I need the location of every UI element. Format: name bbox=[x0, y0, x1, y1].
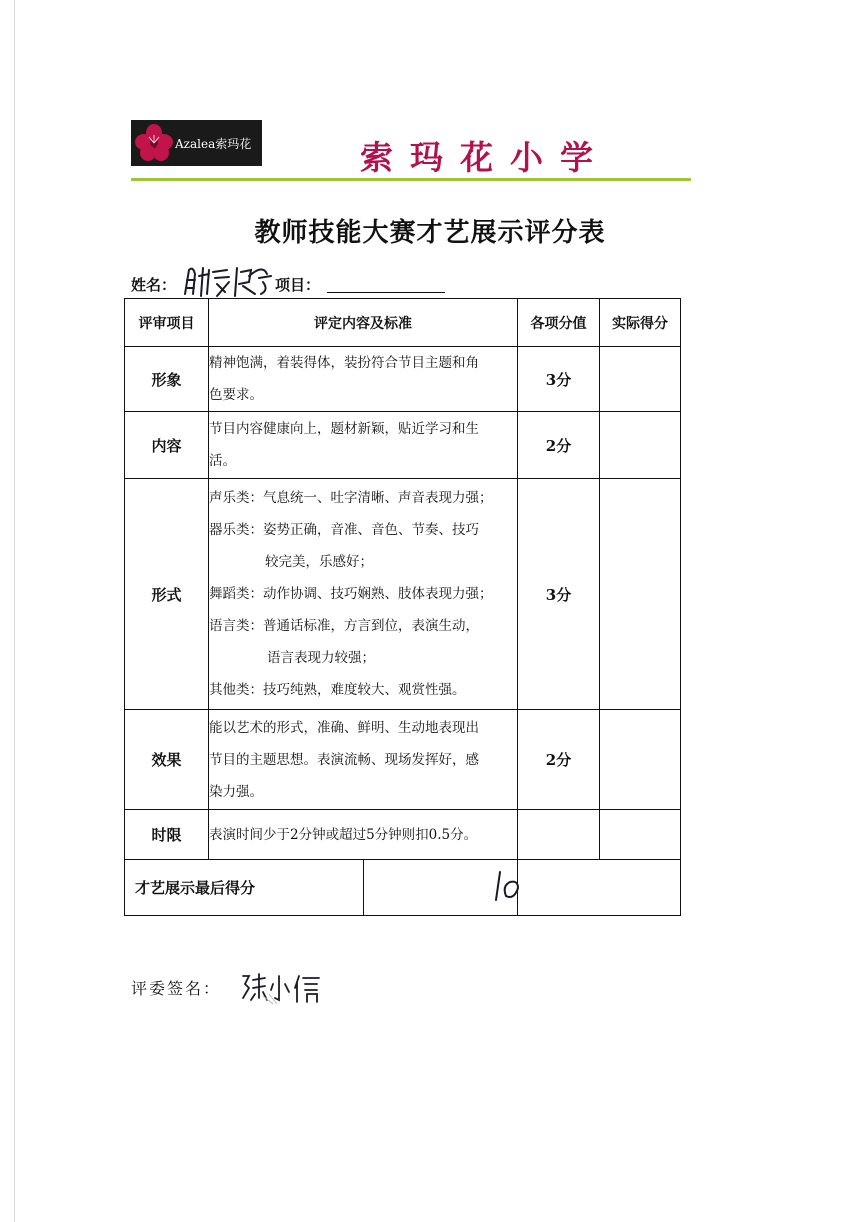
handwritten-name-signature bbox=[179, 264, 289, 298]
criteria-line: 表演时间少于2分钟或超过5分钟则扣0.5分。 bbox=[209, 826, 478, 843]
row-actual-score bbox=[600, 412, 681, 479]
criteria-line: 器乐类：姿势正确，音准、音色、节奏、技巧 bbox=[209, 522, 479, 538]
criteria-line: 染力强。 bbox=[209, 783, 263, 800]
row-criteria bbox=[209, 810, 518, 860]
header-category: 评审项目 bbox=[125, 299, 209, 347]
criteria-line: 声乐类：气息统一、吐字清晰、声音表现力强； bbox=[209, 490, 493, 506]
row-criteria bbox=[209, 347, 518, 412]
row-category: 形象 bbox=[125, 347, 209, 412]
criteria-line: 活。 bbox=[209, 453, 236, 469]
row-points: 2分 bbox=[518, 412, 600, 479]
row-actual-score bbox=[600, 710, 681, 810]
row-points bbox=[518, 810, 600, 860]
table-row bbox=[125, 810, 681, 860]
azalea-flower-icon bbox=[135, 123, 173, 163]
project-field-underline bbox=[327, 292, 445, 293]
school-name: 索玛花小学 bbox=[360, 138, 610, 177]
score-table bbox=[124, 298, 681, 916]
form-title: 教师技能大赛才艺展示评分表 bbox=[254, 218, 606, 248]
row-criteria bbox=[209, 479, 518, 710]
school-logo bbox=[131, 120, 262, 166]
row-category: 时限 bbox=[125, 810, 209, 860]
criteria-line: 较完美，乐感好； bbox=[265, 554, 373, 570]
table-row bbox=[125, 479, 681, 710]
table-row bbox=[125, 710, 681, 810]
row-actual-score bbox=[600, 479, 681, 710]
row-points: 2分 bbox=[518, 710, 600, 810]
table-row bbox=[125, 347, 681, 412]
criteria-line: 节目内容健康向上，题材新颖，贴近学习和生 bbox=[209, 421, 479, 437]
row-actual-score bbox=[600, 347, 681, 412]
judge-handwritten-signature bbox=[239, 970, 329, 1006]
header-points: 各项分值 bbox=[518, 299, 600, 347]
judge-signature-row bbox=[131, 970, 391, 1010]
row-points: 3分 bbox=[518, 347, 600, 412]
criteria-line: 语言表现力较强； bbox=[267, 650, 375, 666]
row-actual-score bbox=[600, 810, 681, 860]
header-criteria: 评定内容及标准 bbox=[209, 299, 518, 347]
row-category: 效果 bbox=[125, 710, 209, 810]
row-category: 内容 bbox=[125, 412, 209, 479]
row-points: 3分 bbox=[518, 479, 600, 710]
row-category: 形式 bbox=[125, 479, 209, 710]
table-row bbox=[125, 412, 681, 479]
handwritten-score-mark bbox=[492, 868, 532, 904]
total-label: 才艺展示最后得分 bbox=[125, 860, 364, 915]
row-criteria bbox=[209, 710, 518, 810]
total-cells bbox=[125, 860, 518, 916]
criteria-line: 其他类：技巧纯熟，难度较大、观赏性强。 bbox=[209, 682, 466, 698]
total-score-handwritten bbox=[364, 860, 517, 915]
name-label: 姓名： bbox=[131, 276, 177, 294]
header-divider bbox=[131, 178, 691, 181]
criteria-line: 精神饱满，着装得体，装扮符合节目主题和角 bbox=[209, 355, 479, 371]
criteria-line: 节目的主题思想。表演流畅、现场发挥好，感 bbox=[209, 751, 479, 768]
criteria-line: 色要求。 bbox=[209, 387, 263, 403]
logo-text: Azalea索玛花 bbox=[175, 136, 252, 151]
total-empty-cell bbox=[518, 860, 681, 916]
header-actual-score: 实际得分 bbox=[600, 299, 681, 347]
judge-label: 评委签名： bbox=[131, 979, 222, 998]
name-project-row bbox=[131, 272, 451, 298]
row-criteria bbox=[209, 412, 518, 479]
total-row bbox=[125, 860, 681, 916]
criteria-line: 舞蹈类：动作协调、技巧娴熟、肢体表现力强； bbox=[209, 586, 493, 602]
project-label: 项目： bbox=[275, 276, 321, 294]
criteria-line: 能以艺术的形式，准确、鲜明、生动地表现出 bbox=[209, 719, 479, 736]
table-header-row bbox=[125, 299, 681, 347]
page-edge-line bbox=[14, 0, 15, 1222]
criteria-line: 语言类：普通话标准，方言到位，表演生动， bbox=[209, 618, 479, 634]
